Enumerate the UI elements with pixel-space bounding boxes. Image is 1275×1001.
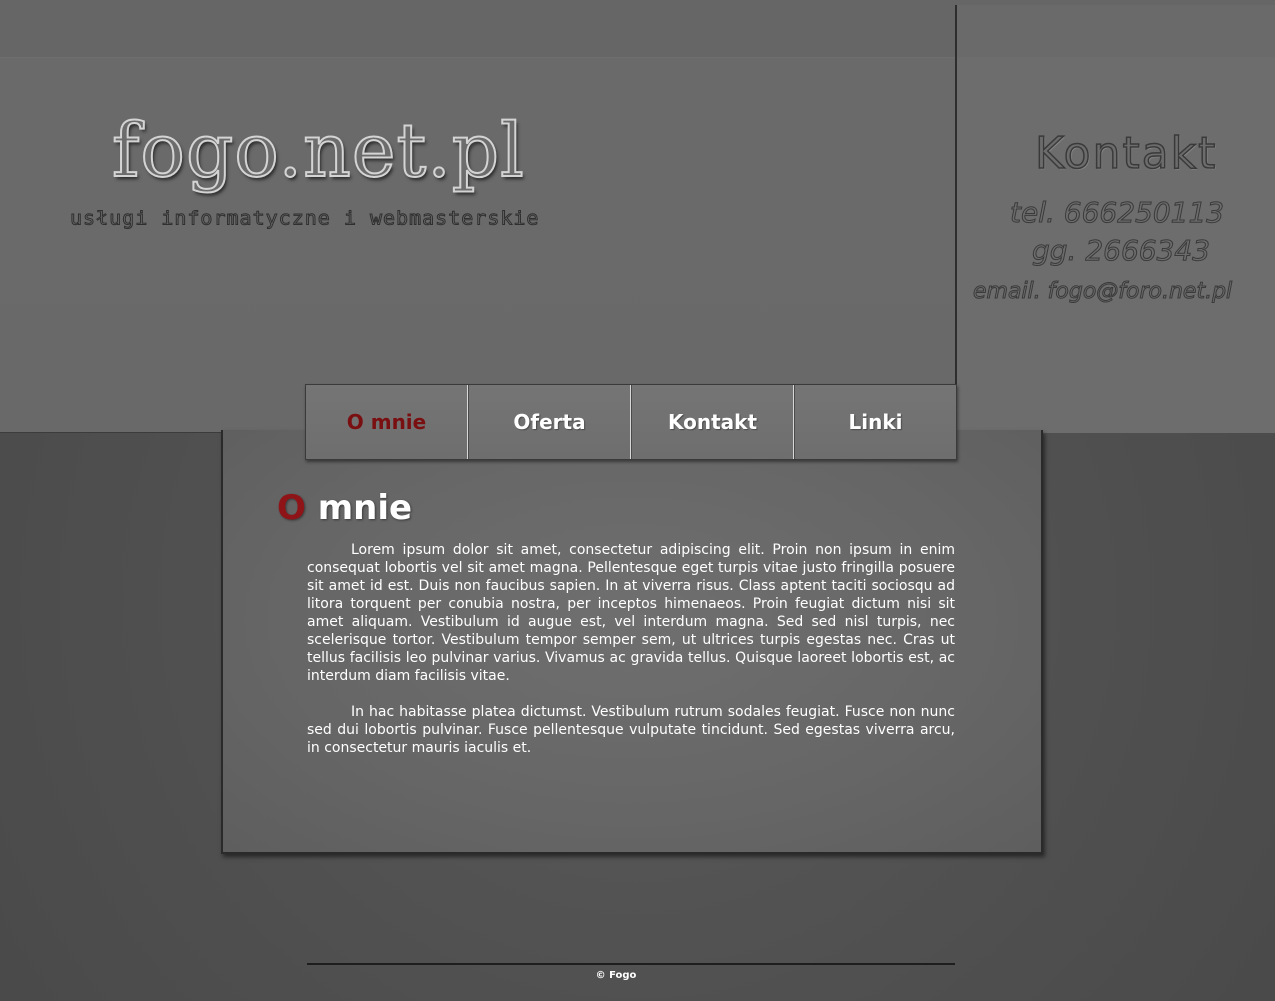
page-title-rest: mnie <box>305 488 413 528</box>
nav-item-oferta[interactable]: Oferta <box>468 385 631 459</box>
footer-divider <box>307 963 955 965</box>
page-title-initial: O <box>277 488 306 528</box>
contact-email[interactable]: email. fogo@foro.net.pl <box>973 279 1233 304</box>
article-body <box>307 541 955 775</box>
main-nav <box>305 384 957 460</box>
contact-title: Kontakt <box>1035 128 1218 179</box>
nav-item-o-mnie[interactable]: O mnie <box>306 385 468 459</box>
nav-item-linki[interactable]: Linki <box>794 385 956 459</box>
contact-gg: gg. 2666343 <box>1032 234 1211 267</box>
site-tagline: usługi informatyczne i webmasterskie <box>70 206 540 230</box>
contact-phone: tel. 666250113 <box>1010 196 1225 229</box>
article-paragraph: In hac habitasse platea dictumst. Vestibulum rutrum sodales feugiat. Fusce non nunc sed dui lobortis pulvinar. Fusce pellentesque vulputate tincidunt. Sed egestas viverra arcu, in consectetur mauris iaculis et. <box>307 704 955 756</box>
article-paragraph: Lorem ipsum dolor sit amet, consectetur adipiscing elit. Proin non ipsum in enim consequat lobortis vel sit amet magna. Pellentesque eget turpis vitae justo fringilla posuere sit amet id est. Duis non faucibus sapien. In at viverra risus. Class aptent taciti sociosqu ad litora torquent per conubia nostra, per inceptos himenaeos. Proin feugiat dictum nisi sit amet aliquam. Vestibulum id augue est, vel interdum magna. Sed sed nisl turpis, nec scelerisque tortor. Vestibulum tempor semper sem, ut ultrices turpis egestas nec. Cras ut tellus facilisis leo pulvinar varius. Vivamus ac gravida tellus. Quisque laoreet lobortis est, ac interdum diam facilisis vitae. <box>307 542 955 684</box>
footer-copyright: © Fogo <box>595 970 637 981</box>
contact-panel-top <box>957 5 1275 57</box>
nav-item-kontakt[interactable]: Kontakt <box>631 385 794 459</box>
page-title <box>277 488 412 528</box>
site-logo[interactable]: fogo.net.pl <box>112 108 525 194</box>
